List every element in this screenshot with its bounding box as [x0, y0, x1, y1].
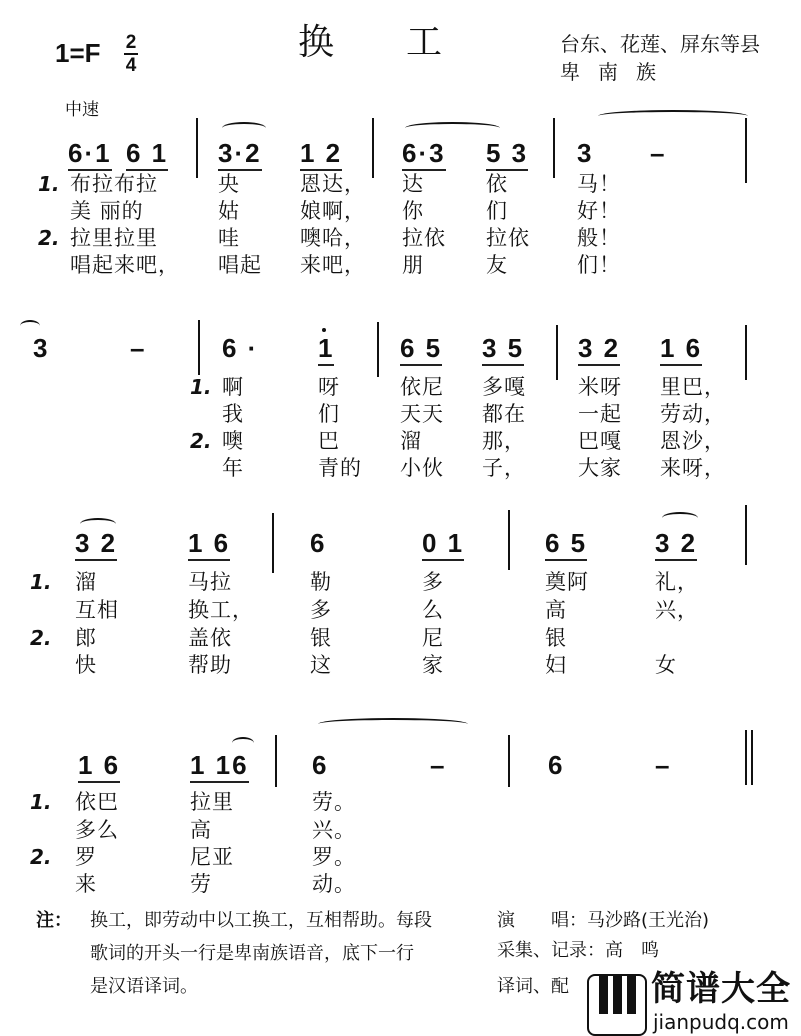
lyric: 溜	[400, 429, 422, 453]
note-group: 3 2	[655, 528, 697, 561]
verse-number: 1.	[30, 570, 52, 594]
note-group: 6	[312, 750, 329, 780]
barline	[196, 118, 198, 178]
lyric: 般！	[577, 226, 621, 250]
lyric: 家	[422, 653, 444, 677]
barline	[275, 735, 277, 787]
barline	[556, 325, 558, 380]
lyric: 依	[486, 172, 508, 196]
slur	[20, 320, 40, 332]
note-group: 6·1	[68, 138, 112, 171]
note-label: 注：	[36, 910, 72, 931]
lyric: 这	[310, 653, 332, 677]
lyric: 们	[486, 199, 508, 223]
lyric: 马！	[577, 172, 621, 196]
lyric: 高	[545, 598, 567, 622]
lyric: 恩达，	[300, 172, 366, 196]
lyric: 天天	[400, 402, 444, 426]
slur	[232, 737, 254, 749]
note-group: 3·2	[218, 138, 262, 171]
note-group: 0 1	[422, 528, 464, 561]
lyric: 都在	[482, 402, 526, 426]
lyric: 央	[218, 172, 240, 196]
verse-number: 2.	[190, 429, 212, 453]
lyric: 罗	[75, 845, 97, 869]
lyric: 银	[545, 626, 567, 650]
note-group: 3 5	[482, 333, 524, 366]
high-octave-dot	[322, 328, 326, 332]
piano-icon	[587, 974, 647, 1036]
lyric: 勒	[310, 570, 332, 594]
key-signature: 1=F	[55, 38, 101, 68]
note-line: 是汉语译词。	[90, 976, 198, 997]
lyric: 噢	[222, 429, 244, 453]
lyric: 哇	[218, 226, 240, 250]
note-group: 1 16	[190, 750, 249, 783]
verse-number: 2.	[30, 845, 52, 869]
lyric: 盖依	[188, 626, 232, 650]
barline	[377, 322, 379, 377]
lyric: 罗。	[312, 845, 356, 869]
lyric: 姑	[218, 199, 240, 223]
lyric: 朋	[402, 253, 424, 277]
lyric: 米呀	[578, 375, 622, 399]
note-group: 6 ·	[222, 333, 259, 363]
verse-number: 2.	[30, 626, 52, 650]
ethnic-label: 卑南族	[560, 60, 674, 84]
lyric: 换工，	[188, 598, 254, 622]
barline	[751, 730, 753, 785]
lyric: 唱起来吧，	[70, 253, 180, 277]
note-group: 6·3	[402, 138, 446, 171]
lyric: 劳。	[312, 790, 356, 814]
lyric: 拉里拉里	[70, 226, 158, 250]
barline	[272, 513, 274, 573]
lyric: 青的	[318, 456, 362, 480]
lyric: 高	[190, 818, 212, 842]
lyric: 溜	[75, 570, 97, 594]
note-line: 歌词的开头一行是卑南族语音，底下一行	[90, 943, 414, 964]
lyric: 美 丽的	[70, 199, 144, 223]
barline	[372, 118, 374, 178]
lyric: 礼，	[655, 570, 699, 594]
watermark-logo	[585, 970, 801, 1036]
note-group: 6	[310, 528, 327, 558]
lyric: 么	[422, 598, 444, 622]
slur	[318, 718, 468, 730]
credit-collector: 采集、记录：高 鸣	[497, 940, 659, 961]
lyric: 们！	[577, 253, 621, 277]
lyric: 多嘎	[482, 375, 526, 399]
note-group: 1 2	[300, 138, 342, 171]
lyric: 郎	[75, 626, 97, 650]
note-group: 3	[577, 138, 594, 168]
note-group: –	[655, 750, 672, 780]
lyric: 银	[310, 626, 332, 650]
lyric: 奠阿	[545, 570, 589, 594]
lyric: 你	[402, 199, 424, 223]
barline	[198, 320, 200, 375]
credit-singer: 演 唱：马沙路(王光治)	[497, 910, 710, 931]
slur	[405, 122, 500, 134]
lyric: 拉依	[486, 226, 530, 250]
lyric: 多	[422, 570, 444, 594]
lyric: 啊	[222, 375, 244, 399]
lyric: 多	[310, 598, 332, 622]
lyric: 女	[655, 653, 677, 677]
lyric: 们	[318, 402, 340, 426]
note-group: 1	[318, 333, 334, 366]
lyric: 巴	[318, 429, 340, 453]
time-top: 2	[125, 32, 137, 53]
slur	[80, 518, 116, 530]
lyric: 子，	[482, 456, 526, 480]
lyric: 唱起	[218, 253, 262, 277]
time-signature	[124, 33, 138, 75]
note-group: 1 6	[188, 528, 230, 561]
note-group: 6 1	[126, 138, 168, 171]
credit-translator: 译词、配	[497, 976, 569, 997]
lyric: 达	[402, 172, 424, 196]
lyric: 我	[222, 402, 244, 426]
barline	[508, 510, 510, 570]
note-group: 1 6	[660, 333, 702, 366]
note-group: 3 2	[578, 333, 620, 366]
note-line: 换工，即劳动中以工换工，互相帮助。每段	[90, 910, 432, 931]
song-title: 换 工	[298, 22, 443, 63]
barline	[553, 118, 555, 178]
lyric: 马拉	[188, 570, 232, 594]
lyric: 兴。	[312, 818, 356, 842]
lyric: 依巴	[75, 790, 119, 814]
lyric: 呀	[318, 375, 340, 399]
lyric: 那，	[482, 429, 526, 453]
note-group: 6 5	[545, 528, 587, 561]
slur	[662, 512, 698, 524]
lyric: 友	[486, 253, 508, 277]
verse-number: 1.	[190, 375, 212, 399]
lyric: 来呀，	[660, 456, 726, 480]
note-group: –	[650, 138, 667, 168]
note-group: –	[430, 750, 447, 780]
lyric: 拉里	[190, 790, 234, 814]
verse-number: 1.	[38, 172, 60, 196]
lyric: 小伙	[400, 456, 444, 480]
lyric: 布拉布拉	[70, 172, 158, 196]
lyric: 劳动，	[660, 402, 726, 426]
note-group: 6	[548, 750, 565, 780]
lyric: 多么	[75, 818, 119, 842]
lyric: 来吧，	[300, 253, 366, 277]
lyric: 尼亚	[190, 845, 234, 869]
lyric: 劳	[190, 872, 212, 896]
lyric: 年	[222, 456, 244, 480]
lyric: 恩沙，	[660, 429, 726, 453]
note-group: 6 5	[400, 333, 442, 366]
verse-number: 2.	[38, 226, 60, 250]
lyric: 依尼	[400, 375, 444, 399]
lyric: 大家	[578, 456, 622, 480]
tempo-marking: 中速	[65, 100, 99, 120]
region-label: 台东、花莲、屏东等县	[560, 32, 760, 56]
lyric: 噢哈，	[300, 226, 366, 250]
barline	[745, 118, 747, 183]
lyric: 动。	[312, 872, 356, 896]
lyric: 妇	[545, 653, 567, 677]
barline	[508, 735, 510, 787]
verse-number: 1.	[30, 790, 52, 814]
watermark-brand: 简谱大全	[651, 969, 791, 1009]
lyric: 互相	[75, 598, 119, 622]
lyric: 来	[75, 872, 97, 896]
lyric: 里巴，	[660, 375, 726, 399]
note-group: 3	[33, 333, 50, 363]
time-bottom: 4	[125, 55, 137, 76]
note-group: 1 6	[78, 750, 120, 783]
lyric: 拉依	[402, 226, 446, 250]
lyric: 好！	[577, 199, 621, 223]
lyric: 巴嘎	[578, 429, 622, 453]
lyric: 尼	[422, 626, 444, 650]
note-group: 5 3	[486, 138, 528, 171]
lyric: 帮助	[188, 653, 232, 677]
note-group: 3 2	[75, 528, 117, 561]
barline	[745, 325, 747, 380]
lyric: 快	[75, 653, 97, 677]
watermark-url: jianpudq.com	[653, 1010, 789, 1034]
lyric: 兴，	[655, 598, 699, 622]
lyric: 娘啊，	[300, 199, 366, 223]
barline	[745, 730, 747, 785]
lyric: 一起	[578, 402, 622, 426]
note-group: –	[130, 333, 147, 363]
slur	[598, 110, 748, 122]
slur	[222, 122, 266, 134]
barline	[745, 505, 747, 565]
